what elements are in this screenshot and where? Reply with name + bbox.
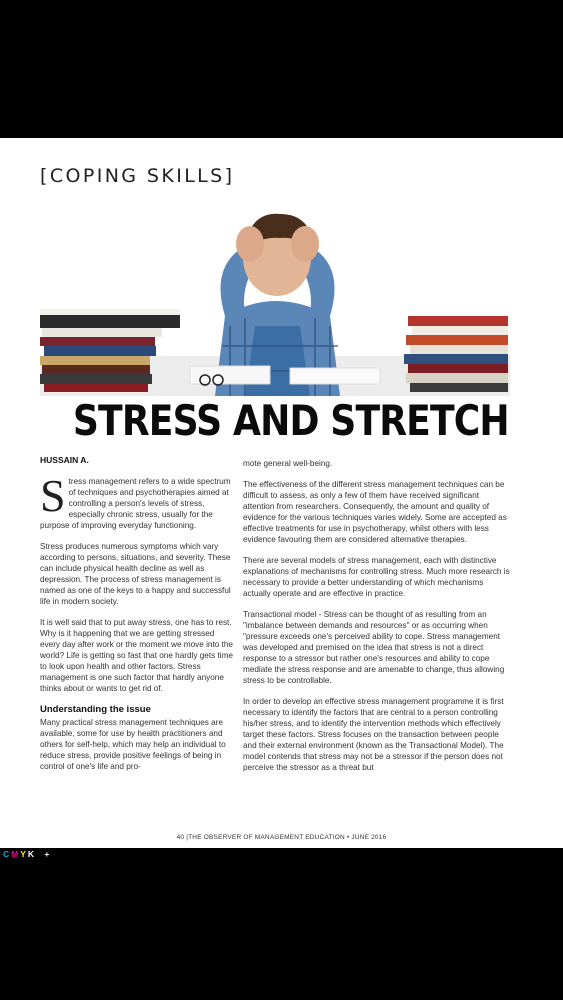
left-column <box>40 470 236 782</box>
stressed-student-photo <box>40 206 510 396</box>
section-label: [COPING SKILLS] <box>40 165 235 187</box>
right-paragraph-2: The effectiveness of the different stress management techniques can be difficult to assess, as only a few of them have received significant attention from researchers. Consequently, the amount and quality of evidence for the various techniques varies widely. Some are accepted as effective treatments for use in psychotherapy, whilst others with less evidence favouring them are considered alternative therapies. <box>243 480 507 544</box>
left-paragraph-3: It is well said that to put away stress, one has to rest. Why is it happening that we are getting stressed every day after work or the moment we move into the world? Life is getting so fast that one hardly gets time to look upon health and other factors. Stress management is one such factor that hardly anyone thinks about or wants to get rid of. <box>40 618 233 693</box>
cmyk-m: M <box>11 849 19 859</box>
article-headline: STRESS AND STRETCH <box>72 396 509 445</box>
dropcap-letter: S <box>40 470 66 521</box>
crop-plus-mark: + <box>44 849 50 859</box>
magazine-page <box>0 138 563 848</box>
left-paragraph-4: Many practical stress management techniques are available, some for use by health practitioners and others for self-help, which may help an individual to reduce stress, provide positive feelings of being in control of one's life and pro- <box>40 718 226 771</box>
cmyk-y: Y <box>20 849 26 859</box>
cmyk-k: K <box>27 849 35 859</box>
right-book-stack <box>404 316 508 392</box>
author-byline: HUSSAIN A. <box>40 455 89 465</box>
right-paragraph-4: Transactional model - Stress can be thought of as resulting from an "imbalance between demands and resources" or as occurring when "pressure exceeds one's perceived ability to cope. Stress management was developed and premised on the idea that stress is not a direct response to a stressor but rather one's resources and ability to cope mediate the stress response and are amenable to change, thus allowing stress to be controllable. <box>243 610 505 685</box>
subheading: Understanding the issue <box>40 704 151 715</box>
right-paragraph-1: mote general well-being. <box>243 459 333 468</box>
cmyk-c: C <box>3 849 10 859</box>
right-paragraph-5: In order to develop an effective stress management programme it is first necessary to identify the factors that are central to a person controlling his/her stress, and to identify the intervention methods which effectively target these factors. Stress focuses on the transaction between people and their external environment (known as the Transactional Model). The model contends that stress may not be a stressor if the person does not perceive the stressor as a threat but <box>243 697 504 772</box>
right-paragraph-3: There are several models of stress management, each with distinctive explanations of mechanisms for controlling stress. Much more research is necessary to provide a better understanding of which mechanisms actually operate and are effective in practice. <box>243 556 510 598</box>
stressed-student-illustration <box>40 206 510 396</box>
intro-paragraph: Stress management refers to a wide spectrum of techniques and psychotherapies aimed at controlling a person's levels of stress, especially chronic stress, usually for the purpose of improving everyday functioning. <box>40 470 231 530</box>
page-footer: 40 |THE OBSERVER OF MANAGEMENT EDUCATION • JUNE 2016 <box>176 834 387 841</box>
cmyk-registration-marks <box>3 848 51 860</box>
left-paragraph-2: Stress produces numerous symptoms which vary according to persons, situations, and severity. These can include physical health decline as well as depression. The process of stress management is named as one of the keys to a happy and successful life in modern society. <box>40 542 231 606</box>
right-column <box>243 458 511 783</box>
